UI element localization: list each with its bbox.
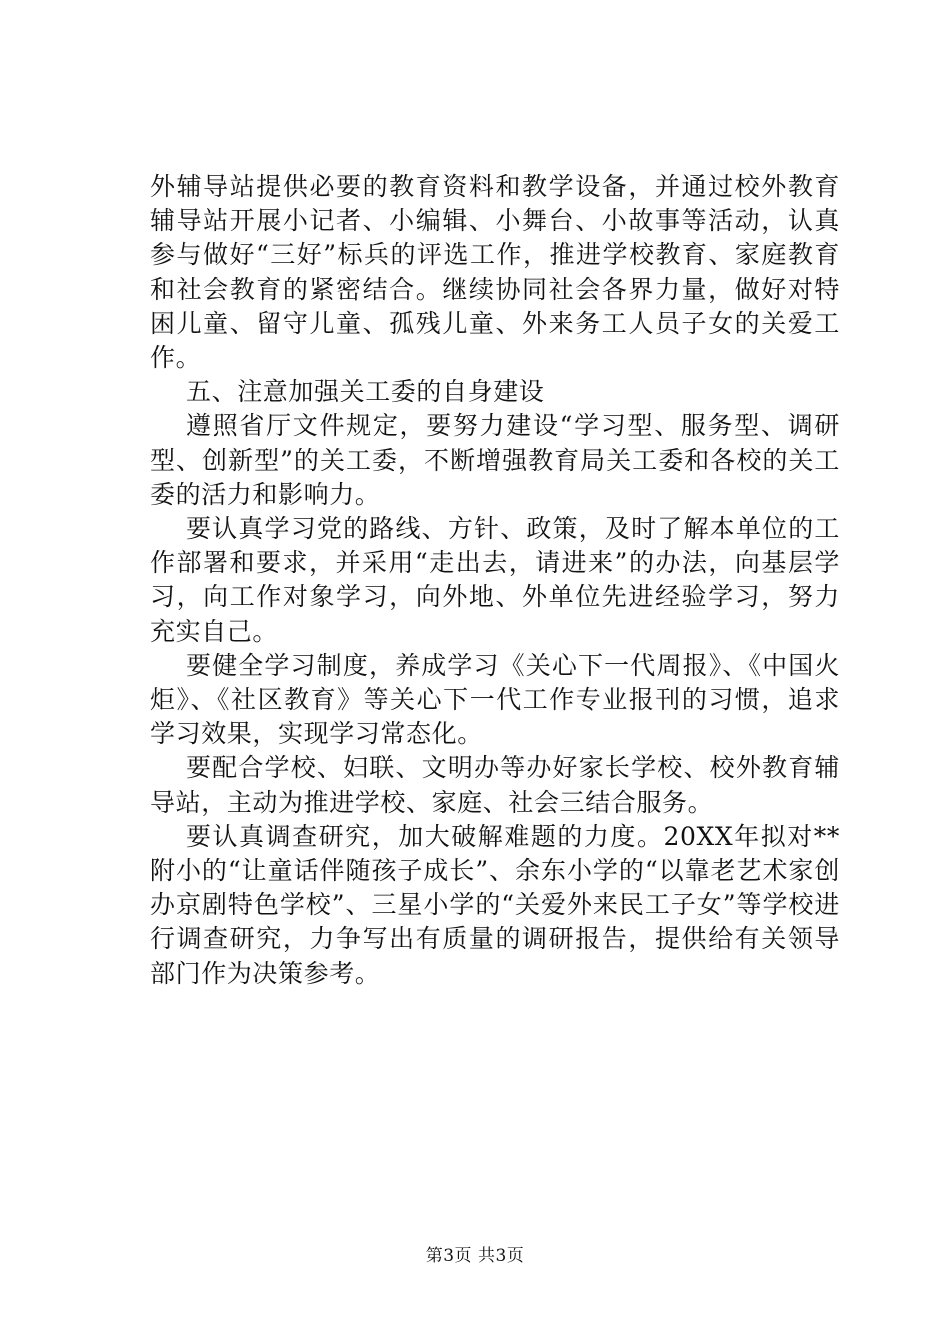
paragraph: 要认真学习党的路线、方针、政策，及时了解本单位的工作部署和要求，并采用“走出去，请进来”的办法，向基层学习，向工作对象学习，向外地、外单位先进经验学习，努力充实自己。 <box>150 514 840 646</box>
paragraph: 要认真调查研究，加大破解难题的力度。20XX年拟对**附小的“让童话伴随孩子成长”、余东小学的“以靠老艺术家创办京剧特色学校”、三星小学的“关爱外来民工子女”等学校进行调查研究，力争写出有质量的调研报告，提供给有关领导部门作为决策参考。 <box>150 821 840 988</box>
paragraph-continuation: 外辅导站提供必要的教育资料和教学设备，并通过校外教育辅导站开展小记者、小编辑、小舞台、小故事等活动，认真参与做好“三好”标兵的评选工作，推进学校教育、家庭教育和社会教育的紧密结合。继续协同社会各界力量，做好对特困儿童、留守儿童、孤残儿童、外来务工人员子女的关爱工作。 <box>150 172 840 373</box>
paragraph: 要健全学习制度，养成学习《关心下一代周报》、《中国火炬》、《社区教育》等关心下一代工作专业报刊的习惯，追求学习效果，实现学习常态化。 <box>150 650 840 749</box>
document-body <box>150 170 840 991</box>
page-number: 第3页 共3页 <box>425 1246 525 1266</box>
section-heading: 五、注意加强关工委的自身建设 <box>186 377 545 407</box>
paragraph: 要配合学校、妇联、文明办等办好家长学校、校外教育辅导站，主动为推进学校、家庭、社会三结合服务。 <box>150 753 840 817</box>
page-footer <box>0 1245 950 1267</box>
paragraph: 遵照省厅文件规定，要努力建设“学习型、服务型、调研型、创新型”的关工委，不断增强教育局关工委和各校的关工委的活力和影响力。 <box>150 411 840 509</box>
